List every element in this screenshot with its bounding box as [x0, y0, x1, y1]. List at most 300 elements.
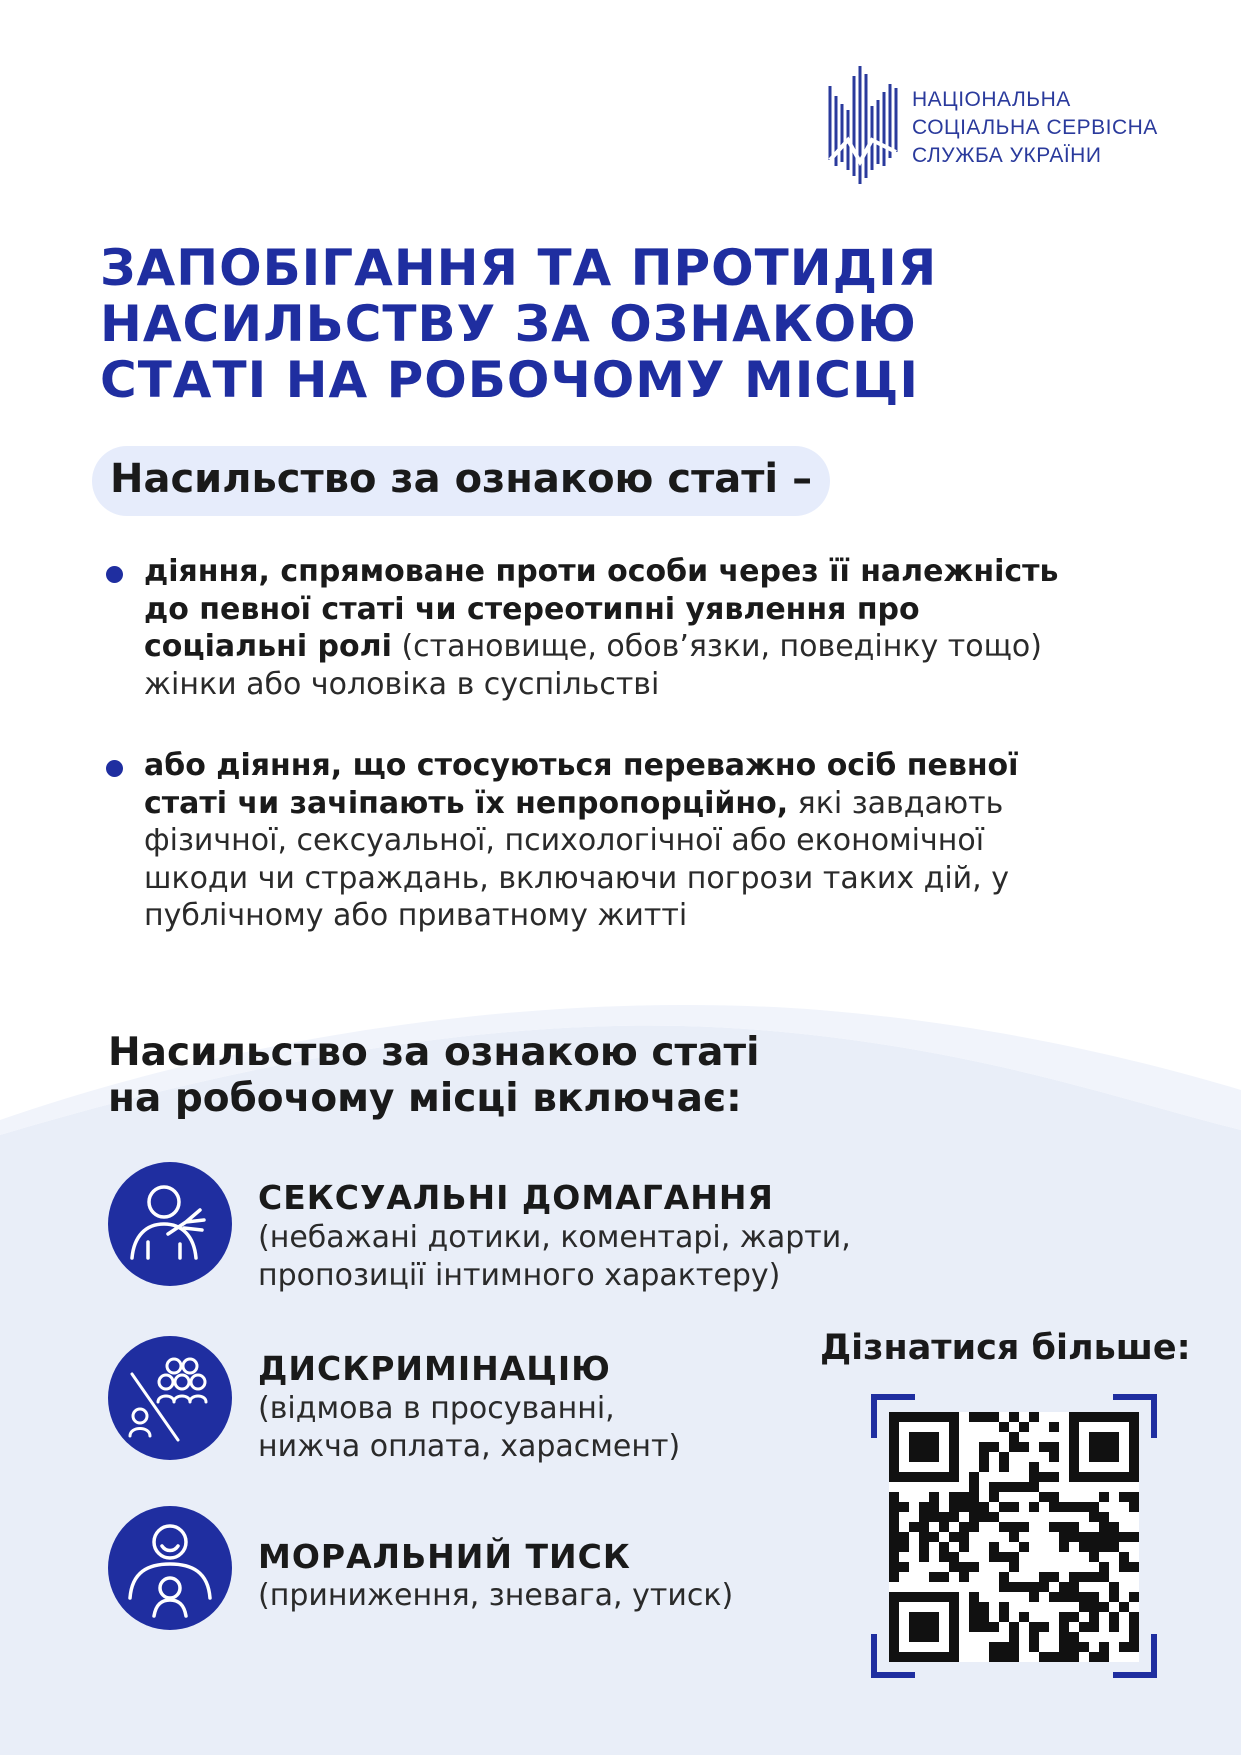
qr-module [1099, 1532, 1109, 1542]
qr-module [1099, 1522, 1109, 1532]
qr-module [929, 1612, 939, 1622]
qr-module [1039, 1492, 1049, 1502]
qr-module [1109, 1622, 1119, 1632]
qr-module [889, 1522, 899, 1532]
qr-module [1029, 1462, 1039, 1472]
qr-module [1089, 1512, 1099, 1522]
qr-module [1059, 1642, 1069, 1652]
qr-module [1069, 1532, 1079, 1542]
qr-module [959, 1502, 969, 1512]
qr-module [1099, 1602, 1109, 1612]
qr-module [929, 1502, 939, 1512]
qr-module [1099, 1452, 1109, 1462]
qr-module [1059, 1502, 1069, 1512]
qr-module [959, 1532, 969, 1542]
qr-module [1069, 1522, 1079, 1532]
qr-module [999, 1572, 1009, 1582]
qr-module [1059, 1592, 1069, 1602]
qr-module [999, 1482, 1009, 1492]
qr-module [1029, 1482, 1039, 1492]
qr-module [979, 1602, 989, 1612]
qr-module [1019, 1612, 1029, 1622]
qr-module [1129, 1462, 1139, 1472]
qr-module [1089, 1652, 1099, 1662]
qr-module [1069, 1642, 1079, 1652]
qr-module [989, 1542, 999, 1552]
qr-module [979, 1452, 989, 1462]
discrimination-icon [108, 1336, 232, 1460]
qr-module [1009, 1552, 1019, 1562]
qr-module [1079, 1622, 1089, 1632]
qr-module [989, 1412, 999, 1422]
qr-module [1089, 1432, 1099, 1442]
qr-module [1039, 1572, 1049, 1582]
qr-module [1129, 1622, 1139, 1632]
qr-module [1019, 1422, 1029, 1432]
qr-module [889, 1442, 899, 1452]
qr-module [1069, 1442, 1079, 1452]
qr-module [899, 1532, 909, 1542]
qr-module [1109, 1542, 1119, 1552]
qr-module [1079, 1572, 1089, 1582]
qr-module [999, 1422, 1009, 1432]
qr-module [949, 1652, 959, 1662]
qr-module [919, 1632, 929, 1642]
qr-module [949, 1552, 959, 1562]
qr-module [939, 1472, 949, 1482]
qr-module [949, 1472, 959, 1482]
qr-module [919, 1512, 929, 1522]
qr-module [1019, 1442, 1029, 1452]
qr-module [1109, 1612, 1119, 1622]
qr-module [949, 1452, 959, 1462]
qr-module [1069, 1472, 1079, 1482]
qr-module [1019, 1542, 1029, 1552]
qr-module [1019, 1482, 1029, 1492]
qr-module [949, 1432, 959, 1442]
qr-module [1049, 1572, 1059, 1582]
qr-module [1119, 1472, 1129, 1482]
qr-module [1129, 1592, 1139, 1602]
qr-module [889, 1652, 899, 1662]
qr-module [1109, 1472, 1119, 1482]
learn-more-label: Дізнатися більше: [820, 1328, 1191, 1368]
qr-module [999, 1452, 1009, 1462]
qr-module [969, 1482, 979, 1492]
qr-module [1059, 1582, 1069, 1592]
qr-module [999, 1582, 1009, 1592]
qr-module [1029, 1412, 1039, 1422]
qr-module [889, 1532, 899, 1542]
qr-module [1119, 1562, 1129, 1572]
qr-module [949, 1492, 959, 1502]
qr-module [1049, 1492, 1059, 1502]
qr-module [1009, 1582, 1019, 1592]
category-title: ДИСКРИМІНАЦІЮ [258, 1349, 611, 1388]
qr-module [1059, 1622, 1069, 1632]
bullet-dot [106, 566, 123, 583]
qr-module [1059, 1612, 1069, 1622]
qr-module [899, 1502, 909, 1512]
qr-module [1069, 1582, 1079, 1592]
qr-module [1109, 1452, 1119, 1462]
qr-module [1079, 1502, 1089, 1512]
qr-module [959, 1572, 969, 1582]
qr-module [1049, 1652, 1059, 1662]
qr-module [1049, 1422, 1059, 1432]
qr-module [1009, 1532, 1019, 1542]
qr-module [909, 1452, 919, 1462]
qr-module [899, 1472, 909, 1482]
qr-module [1099, 1442, 1109, 1452]
qr-module [1109, 1532, 1119, 1542]
definition-item-bold: або діяння, що стосуються переважно осіб певної статі чи зачіпають їх непропорційно, [144, 748, 1019, 821]
qr-module [1009, 1652, 1019, 1662]
qr-code[interactable] [889, 1412, 1139, 1662]
qr-module [1089, 1412, 1099, 1422]
qr-module [1009, 1522, 1019, 1532]
qr-module [889, 1432, 899, 1442]
qr-module [999, 1642, 1009, 1652]
qr-module [909, 1632, 919, 1642]
qr-module [1029, 1632, 1039, 1642]
qr-module [999, 1502, 1009, 1512]
qr-module [969, 1602, 979, 1612]
qr-module [929, 1572, 939, 1582]
qr-module [1099, 1412, 1109, 1422]
qr-module [1109, 1592, 1119, 1602]
qr-module [1069, 1632, 1079, 1642]
qr-module [919, 1532, 929, 1542]
qr-module [1059, 1632, 1069, 1642]
logo-mark-icon [826, 66, 898, 184]
qr-module [1089, 1592, 1099, 1602]
qr-module [1099, 1512, 1109, 1522]
qr-module [949, 1612, 959, 1622]
qr-module [989, 1652, 999, 1662]
qr-module [909, 1622, 919, 1632]
qr-module [949, 1532, 959, 1542]
qr-module [919, 1452, 929, 1462]
qr-module [1129, 1432, 1139, 1442]
category-title: МОРАЛЬНИЙ ТИСК [258, 1537, 631, 1576]
definition-heading: Насильство за ознакою статі – [110, 456, 813, 502]
qr-module [949, 1562, 959, 1572]
qr-module [1079, 1642, 1089, 1652]
qr-module [979, 1622, 989, 1632]
definition-item [144, 747, 1084, 935]
category-desc-line: пропозиції інтимного характеру) [258, 1258, 781, 1293]
qr-module [969, 1502, 979, 1512]
qr-module [979, 1612, 989, 1622]
qr-module [899, 1592, 909, 1602]
pressure-icon [108, 1506, 232, 1630]
qr-module [969, 1492, 979, 1502]
qr-module [1069, 1432, 1079, 1442]
logo-line-2: СОЦІАЛЬНА СЕРВІСНА [912, 116, 1158, 139]
qr-module [1009, 1632, 1019, 1642]
qr-module [1009, 1412, 1019, 1422]
qr-module [1049, 1502, 1059, 1512]
qr-module [1069, 1502, 1079, 1512]
qr-module [989, 1492, 999, 1502]
qr-module [1029, 1592, 1039, 1602]
qr-module [939, 1592, 949, 1602]
includes-heading [108, 1030, 868, 1122]
title-line-1: ЗАПОБІГАННЯ ТА ПРОТИДІЯ [100, 239, 938, 297]
qr-module [1109, 1432, 1119, 1442]
qr-module [889, 1472, 899, 1482]
qr-module [889, 1552, 899, 1562]
qr-module [1099, 1492, 1109, 1502]
qr-module [929, 1652, 939, 1662]
qr-module [999, 1602, 1009, 1612]
qr-module [1129, 1502, 1139, 1512]
qr-module [989, 1642, 999, 1652]
qr-module [1109, 1582, 1119, 1592]
qr-module [1009, 1432, 1019, 1442]
qr-module [979, 1502, 989, 1512]
qr-module [909, 1612, 919, 1622]
qr-module [929, 1592, 939, 1602]
qr-module [969, 1412, 979, 1422]
qr-module [999, 1462, 1009, 1472]
qr-module [1009, 1622, 1019, 1632]
qr-module [1099, 1472, 1109, 1482]
qr-module [919, 1432, 929, 1442]
qr-module [1089, 1472, 1099, 1482]
qr-module [929, 1472, 939, 1482]
qr-module [1039, 1622, 1049, 1632]
qr-module [1079, 1602, 1089, 1612]
qr-module [929, 1452, 939, 1462]
qr-module [999, 1652, 1009, 1662]
qr-module [969, 1522, 979, 1532]
qr-module [989, 1552, 999, 1562]
qr-module [909, 1592, 919, 1602]
qr-module [1099, 1542, 1109, 1552]
qr-module [1109, 1412, 1119, 1422]
qr-module [919, 1472, 929, 1482]
qr-module [919, 1542, 929, 1552]
qr-module [1119, 1412, 1129, 1422]
qr-module [939, 1542, 949, 1552]
qr-module [1089, 1502, 1099, 1512]
qr-module [1089, 1442, 1099, 1452]
qr-module [889, 1602, 899, 1612]
qr-module [1039, 1442, 1049, 1452]
qr-module [929, 1632, 939, 1642]
qr-module [1029, 1622, 1039, 1632]
qr-module [989, 1442, 999, 1452]
qr-module [949, 1502, 959, 1512]
qr-module [919, 1592, 929, 1602]
qr-module [1119, 1552, 1129, 1562]
qr-module [1129, 1642, 1139, 1652]
title-line-3: СТАТІ НА РОБОЧОМУ МІСЦІ [100, 351, 919, 409]
qr-module [889, 1462, 899, 1472]
qr-module [949, 1412, 959, 1422]
qr-module [1049, 1472, 1059, 1482]
qr-module [949, 1602, 959, 1612]
qr-module [1049, 1592, 1059, 1602]
qr-module [919, 1652, 929, 1662]
qr-module [1089, 1612, 1099, 1622]
qr-module [1019, 1582, 1029, 1592]
qr-module [909, 1412, 919, 1422]
qr-module [1049, 1442, 1059, 1452]
qr-module [889, 1502, 899, 1512]
qr-module [949, 1512, 959, 1522]
qr-module [889, 1412, 899, 1422]
qr-module [989, 1482, 999, 1492]
qr-module [889, 1542, 899, 1552]
qr-module [939, 1652, 949, 1662]
qr-module [1099, 1642, 1109, 1652]
qr-module [969, 1592, 979, 1602]
qr-module [939, 1552, 949, 1562]
qr-module [969, 1622, 979, 1632]
qr-module [999, 1552, 1009, 1562]
qr-module [1009, 1502, 1019, 1512]
qr-module [1069, 1452, 1079, 1462]
qr-module [1059, 1522, 1069, 1532]
qr-module [909, 1442, 919, 1452]
qr-module [899, 1652, 909, 1662]
qr-module [1089, 1572, 1099, 1582]
qr-module [1009, 1442, 1019, 1452]
qr-module [979, 1512, 989, 1522]
qr-module [949, 1632, 959, 1642]
qr-module [969, 1612, 979, 1622]
qr-module [1009, 1562, 1019, 1572]
qr-module [949, 1592, 959, 1602]
qr-module [889, 1512, 899, 1522]
qr-module [1059, 1652, 1069, 1662]
qr-module [1079, 1532, 1089, 1542]
qr-module [1129, 1472, 1139, 1482]
qr-module [949, 1622, 959, 1632]
qr-module [1069, 1422, 1079, 1432]
title-line-2: НАСИЛЬСТВУ ЗА ОЗНАКОЮ [100, 295, 917, 353]
qr-module [889, 1592, 899, 1602]
qr-module [979, 1412, 989, 1422]
includes-heading-line-1: Насильство за ознакою статі [108, 1030, 760, 1075]
qr-module [929, 1622, 939, 1632]
qr-module [929, 1442, 939, 1452]
qr-module [1129, 1442, 1139, 1452]
bullet-dot [106, 760, 123, 777]
qr-module [1089, 1542, 1099, 1552]
qr-module [1099, 1432, 1109, 1442]
qr-module [1129, 1532, 1139, 1542]
qr-module [1079, 1472, 1089, 1482]
qr-module [919, 1502, 929, 1512]
logo-line-1: НАЦІОНАЛЬНА [912, 88, 1071, 111]
logo-line-3: СЛУЖБА УКРАЇНИ [912, 144, 1102, 167]
qr-module [1109, 1442, 1119, 1452]
qr-module [1039, 1472, 1049, 1482]
qr-module [999, 1522, 1009, 1532]
category-desc-line: (небажані дотики, коментарі, жарти, [258, 1220, 851, 1255]
qr-module [1129, 1422, 1139, 1432]
qr-module [1129, 1562, 1139, 1572]
qr-module [909, 1522, 919, 1532]
qr-module [919, 1552, 929, 1562]
qr-module [1109, 1522, 1119, 1532]
qr-module [919, 1612, 929, 1622]
qr-module [1129, 1632, 1139, 1642]
qr-module [959, 1542, 969, 1552]
qr-module [1119, 1642, 1129, 1652]
organization-logo [826, 66, 1186, 186]
page-title [100, 240, 1000, 408]
qr-module [959, 1492, 969, 1502]
qr-module [1119, 1602, 1129, 1612]
qr-module [1059, 1532, 1069, 1542]
qr-module [1079, 1542, 1089, 1552]
qr-module [959, 1522, 969, 1532]
qr-module [959, 1562, 969, 1572]
qr-module [949, 1462, 959, 1472]
qr-module [1029, 1502, 1039, 1512]
qr-module [1069, 1612, 1079, 1622]
qr-module [889, 1642, 899, 1652]
category-title: СЕКСУАЛЬНІ ДОМАГАННЯ [258, 1178, 774, 1217]
qr-module [919, 1412, 929, 1422]
qr-module [1089, 1452, 1099, 1462]
includes-heading-line-2: на робочому місці включає: [108, 1076, 742, 1121]
qr-module [929, 1412, 939, 1422]
qr-module [939, 1572, 949, 1582]
qr-module [1059, 1542, 1069, 1552]
qr-module [999, 1612, 1009, 1622]
qr-module [1069, 1652, 1079, 1662]
qr-module [889, 1562, 899, 1572]
qr-module [1009, 1642, 1019, 1652]
qr-module [909, 1472, 919, 1482]
qr-module [899, 1542, 909, 1552]
qr-module [939, 1522, 949, 1532]
qr-module [1069, 1462, 1079, 1472]
qr-module [1119, 1492, 1129, 1502]
qr-module [1089, 1602, 1099, 1612]
qr-module [919, 1442, 929, 1452]
qr-module [1129, 1412, 1139, 1422]
qr-module [1029, 1582, 1039, 1592]
qr-module [929, 1532, 939, 1542]
qr-module [1069, 1412, 1079, 1422]
qr-module [909, 1652, 919, 1662]
qr-module [969, 1472, 979, 1482]
qr-module [1029, 1472, 1039, 1482]
qr-module [949, 1422, 959, 1432]
qr-module [1099, 1572, 1109, 1582]
qr-module [939, 1412, 949, 1422]
qr-module [899, 1562, 909, 1572]
qr-module [1069, 1592, 1079, 1602]
qr-module [889, 1422, 899, 1432]
qr-module [1079, 1412, 1089, 1422]
qr-module [1069, 1572, 1079, 1582]
qr-code-frame[interactable] [871, 1394, 1157, 1678]
qr-module [889, 1612, 899, 1622]
qr-module [929, 1512, 939, 1522]
qr-module [969, 1562, 979, 1572]
qr-module [989, 1512, 999, 1522]
qr-module [919, 1522, 929, 1532]
qr-module [1029, 1642, 1039, 1652]
